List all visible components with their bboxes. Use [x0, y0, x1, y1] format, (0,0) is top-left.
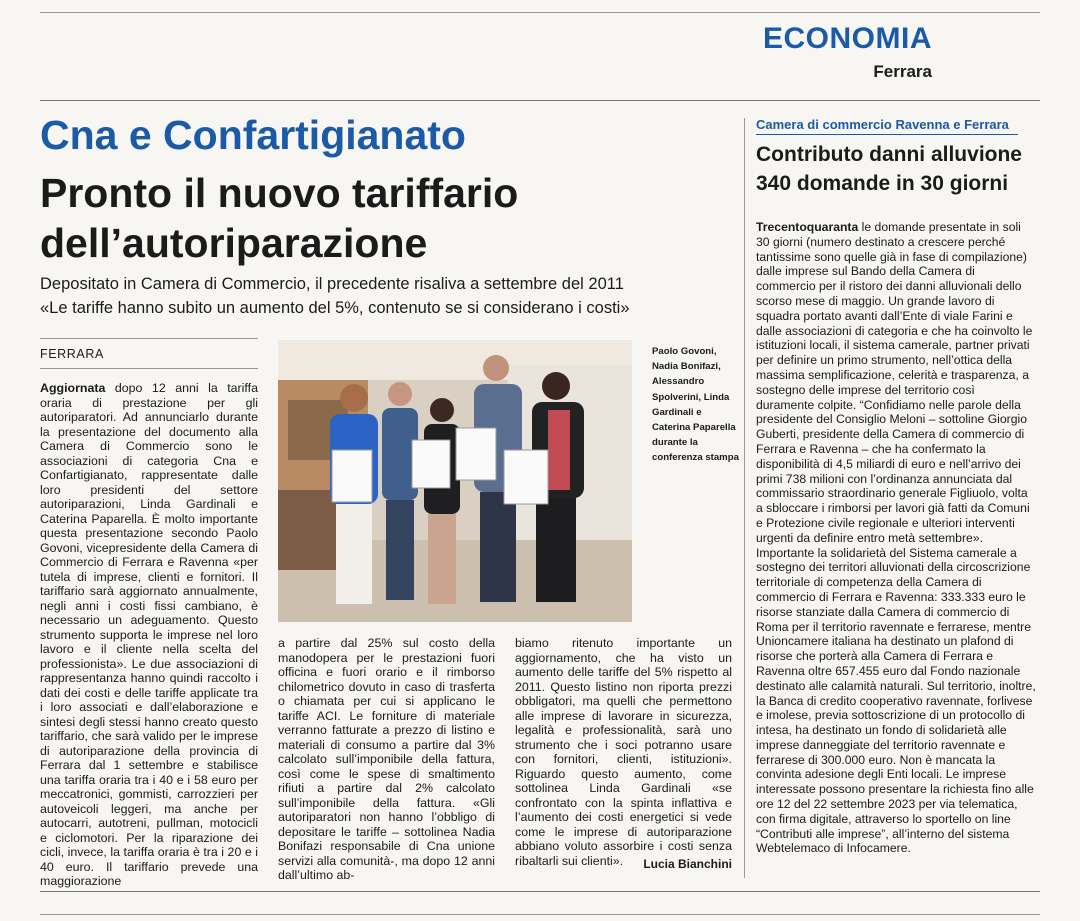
edition-label: Ferrara [873, 62, 932, 81]
photo-caption: Paolo Govoni, Nadia Bonifazi, Alessandro Spolverini, Linda Gardinali e Caterina Paparella durante la conferenza stampa [652, 346, 739, 464]
article-headline-line2: dell’autoriparazione [40, 220, 428, 266]
dateline-rule-bottom [40, 368, 258, 369]
sidebar-kicker: Camera di commercio Ravenna e Ferrara [756, 117, 1009, 132]
photo-illustration [278, 340, 632, 622]
sidebar-kicker-underline [756, 134, 1018, 135]
lead-word: Aggiornata [40, 381, 106, 395]
next-page-edge [40, 914, 1040, 921]
sidebar-body [756, 220, 1036, 876]
top-rule [40, 12, 1040, 13]
sidebar-title-line1: Contributo danni alluvione [756, 143, 1022, 166]
article-kicker: Cna e Confartigianato [40, 112, 466, 158]
article-headline-line1: Pronto il nuovo tariffario [40, 170, 519, 216]
sidebar-body-text: le domande presentate in soli 30 giorni (numero destinato a crescere perché tantissime sono quelle già in fase di compilazione) dalle imprese sul Bando della Camera di commercio per il ristoro dei danni alluvionali dello scorso mese di maggio. Un grande lavoro di squadra portato avanti dall’Ente di viale Farini e dalle associazioni di categoria e che ha coinvolto le istituzioni locali, il sistema camerale, partner privati per definire un primo strumento, nell’ottica della massima semplificazione, celerità e trasparenza, a sostegno delle imprese del territorio così duramente colpite. “Confidiamo nelle parole della presidente del Consiglio Meloni – sottoline Giorgio Guberti, presidente della Camera di commercio di Ferrara e Ravenna – che ha confermato la disponibilità di 4,5 miliardi di euro e nell’arrivo dei primi 738 milioni con l’ordinanza annunciata dal commissario straordinario generale Figliuolo, volta a sbloccare i rimborsi per lavori già fatti da Comuni e Protezione civile regionale e ulteriori interventi urgenti da definire entro metà settembre». Importante la solidarietà del Sistema camerale a sostegno dei territori alluvionati della circoscrizione territoriale di competenza della Camera di commercio di Ferrara e Ravenna: 333.333 euro le risorse stanziate dalla Camera di commercio di Roma per il territorio ravennate e ferrarese, mentre Unioncamere italiana ha destinato un plafond di risorse che porterà alla Camera di Ferrara e Ravenna oltre 657.455 euro dal Fondo nazionale destinato alle calamità naturali. Sul territorio, inoltre, la Banca di credito cooperativo ravennate, forlivese e imolese, previa sottoscrizione di un protocollo di intesa, ha destinato un fondo di solidarietà alle imprese danneggiate del territorio ravennate e ferrarese di 300.000 euro. Non è mancata la convinta adesione degli Enti locali. Le imprese interessate possono presentare la richiesta fino alle ore 12 del 22 settembre 2023 per via telematica, con firma digitale, attraverso lo sportello on line “Contributi alle imprese”, all’interno del sistema Webtelemaco di Infocamere. [756, 220, 1036, 856]
author-signature: Lucia Bianchini [643, 857, 732, 871]
dateline: FERRARA [40, 347, 104, 361]
article-column-1 [40, 381, 258, 888]
press-conference-photo [278, 340, 632, 622]
sidebar-title-line2: 340 domande in 30 giorni [756, 172, 1009, 195]
bottom-rule [40, 891, 1040, 892]
article-column-3: biamo ritenuto importante un aggiornamento, che ha visto un aumento delle tariffe del 5% rispetto al 2011. Questo listino non riporta prezzi obbligatori, ma quelli che permettono alle imprese di lavorare in sicurezza, legalità e professionalità, sarà uno strumento che i soci potranno usare con fornitori, clienti, istituzioni». Riguardo questo aumento, come sottolinea Linda Gardinali «se confrontato con la spinta inflattiva e l’aumento dei costi energetici si vede come le imprese di autoriparazione abbiano voluto assorbire i costi senza ribaltarli sui clienti». [515, 636, 732, 868]
column-1-text: dopo 12 anni la tariffa oraria di prestazione per gli autoriparatori. Ad annunciarlo durante la presentazione del documento alla Camera di Commercio sono le associazioni di categoria Cna e Confartigianato, rappresentate dalle loro presidenti del settore autoriparazioni, Linda Gardinali e Caterina Paparella. È molto importante questa presentazione secondo Paolo Govoni, vicepresidente della Camera di Commercio di Ferrara e Ravenna «per tutela di imprese, clienti e fornitori. Il tariffario sarà aggiornato annualmente, negli anni i costi fissi cambiano, è necessario un adeguamento. Questo strumento supporta le imprese nel loro lavoro e il cliente nella scelta del professionista». Le due associazioni di rappresentanza hanno quindi raccolto i dati dei costi e delle tariffe applicate tra i loro associati e dall’elaborazione e sintesi degli stessi hanno creato questo tariffario, che sarà valido per le imprese di autoriparazione della provincia di Ferrara dal 1 settembre e stabilisce una tariffa oraria tra i 40 e i 58 euro per meccatronici, gommisti, carrozzieri per autoveicoli leggeri, ma anche per autocarri, autotreni, pullman, motocicli e ciclomotori. Per la riparazione dei cicli, invece, la tariffa oraria è tra i 20 e i 40 euro. Il tariffario prevede una maggiorazione [40, 381, 258, 888]
article-subtitle-line1: Depositato in Camera di Commercio, il precedente risaliva a settembre del 2011 [40, 275, 624, 293]
article-subtitle-line2: «Le tariffe hanno subito un aumento del 5%, contenuto se si considerano i costi» [40, 299, 630, 317]
column-divider [744, 118, 745, 878]
sidebar-lead-word: Trecentoquaranta [756, 220, 859, 234]
dateline-rule-top [40, 338, 258, 339]
section-label: ECONOMIA [763, 22, 932, 55]
header-rule [40, 100, 1040, 101]
article-column-2: a partire dal 25% sul costo della manodopera per le prestazioni fuori officina e fuori orario e il rimborso chilometrico dovuto in caso di trasferta o chiamata per cui si applicano le tariffe ACI. Le forniture di materiale verranno fatturate a prezzo di listino e materiali di consumo a partire dal 3% calcolato sull’imponibile della fattura, così come le spese di smaltimento rifiuti a partire dal 2% calcolato sull’imponibile della fattura. «Gli autoriparatori non hanno l’obbligo di depositare le tariffe – sottolinea Nadia Bonifazi responsabile di Cna unione servizi alla comunità-, ma dopo 12 anni dall’ultimo ab- [278, 636, 495, 882]
